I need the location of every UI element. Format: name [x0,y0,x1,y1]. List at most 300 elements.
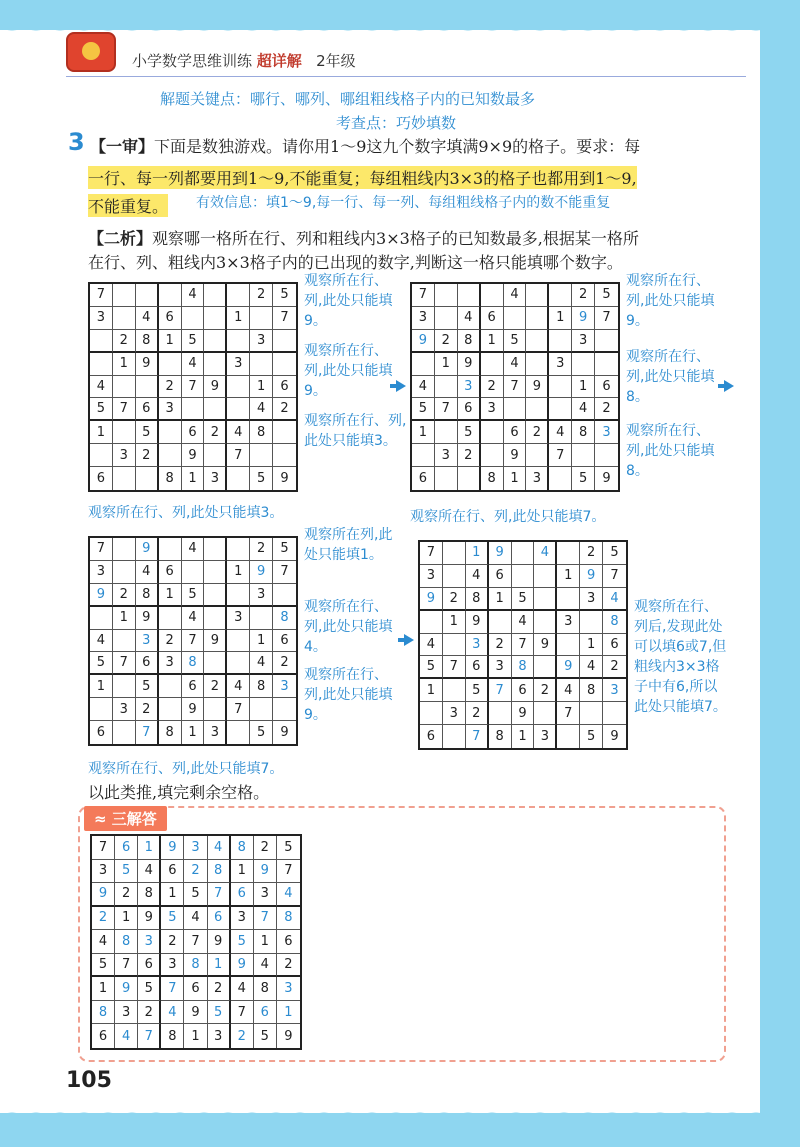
sudoku-cell: 5 [90,652,113,675]
sudoku-cell [136,467,159,490]
sudoku-cell: 4 [182,284,205,307]
sudoku-cell: 3 [580,588,603,611]
sudoku-cell: 7 [113,652,136,675]
sudoku-cell [182,307,205,330]
sudoku-cell: 1 [208,954,231,978]
sudoku-cell [526,330,549,353]
sudoku-cell [595,330,618,353]
sudoku-cell [549,284,572,307]
sudoku-cell [159,444,182,467]
sudoku-cell: 4 [182,538,205,561]
sudoku-cell: 1 [443,611,466,634]
sudoku-cell: 3 [273,675,296,698]
sudoku-cell [481,421,504,444]
sudoku-cell: 3 [113,444,136,467]
sudoku-grid-step3 [88,536,298,746]
sudoku-cell: 9 [136,607,159,630]
sudoku-cell: 5 [603,542,626,565]
sudoku-cell: 5 [92,954,115,978]
sudoku-cell: 4 [227,675,250,698]
sudoku-cell [595,444,618,467]
sudoku-cell: 8 [115,930,138,954]
sudoku-cell: 4 [254,954,277,978]
sudoku-cell: 9 [420,588,443,611]
sudoku-cell: 1 [227,307,250,330]
analysis-text-1: 观察哪一格所在行、列和粗线内3×3格子的已知数最多,根据某一格所 [152,229,639,248]
sudoku-cell: 1 [250,630,273,653]
sudoku-cell: 9 [580,565,603,588]
sudoku-cell [557,634,580,657]
sudoku-cell: 4 [136,561,159,584]
sudoku-cell [90,330,113,353]
page-number: 105 [66,1068,112,1093]
sudoku-cell: 8 [572,421,595,444]
sudoku-cell: 9 [466,611,489,634]
sudoku-cell: 6 [208,907,231,931]
sudoku-cell [557,542,580,565]
answer-label-text: 三解答 [111,810,157,828]
sudoku-cell: 2 [184,860,207,884]
sudoku-cell [549,467,572,490]
sudoku-cell: 9 [182,698,205,721]
g2-annotation-b: 观察所在行、列,此处只能填8。 [626,349,715,405]
sudoku-cell [435,421,458,444]
sudoku-cell: 3 [254,883,277,907]
sudoku-cell: 4 [534,542,557,565]
analysis-line-1 [88,226,639,249]
sudoku-cell [204,538,227,561]
sudoku-cell: 4 [161,1001,184,1025]
analysis-line-2: 在行、列、粗线内3×3格子内的已出现的数字,判断这一格只能填哪个数字。 [88,253,623,272]
sudoku-cell [113,538,136,561]
sudoku-cell: 1 [138,836,161,860]
sudoku-cell [458,284,481,307]
sudoku-cell: 2 [159,630,182,653]
sudoku-cell [227,398,250,421]
sudoku-cell: 9 [489,542,512,565]
sudoku-cell [481,444,504,467]
sudoku-cell: 1 [481,330,504,353]
sudoku-cell: 3 [549,353,572,376]
sudoku-cell: 8 [136,584,159,607]
sudoku-cell: 1 [90,675,113,698]
problem-line-2: 一行、每一列都要用到1～9,不能重复；每组粗线内3×3的格子也都用到1～9, [88,166,637,189]
g3-annotation-b: 观察所在行、列,此处只能填4。 [304,599,393,655]
sudoku-cell [549,330,572,353]
sudoku-cell [227,721,250,744]
sudoku-cell: 9 [284,1028,293,1044]
sudoku-cell: 8 [254,977,277,1001]
sudoku-cell [113,376,136,399]
sudoku-cell [136,376,159,399]
sudoku-cell: 9 [602,471,611,487]
sudoku-cell [250,698,273,721]
sudoku-cell: 5 [208,1001,231,1025]
sudoku-cell: 8 [184,954,207,978]
sudoku-cell: 2 [113,330,136,353]
g2-annotation-c: 观察所在行、列,此处只能填8。 [626,423,715,479]
sudoku-cell [481,284,504,307]
sudoku-cell: 4 [603,588,626,611]
sudoku-cell [526,307,549,330]
sudoku-cell: 9 [526,376,549,399]
sudoku-cell: 1 [466,542,489,565]
sudoku-cell [504,398,527,421]
sudoku-cell: 1 [113,353,136,376]
sudoku-cell [204,330,227,353]
sudoku-cell: 9 [280,471,289,487]
sudoku-cell: 3 [161,954,184,978]
sudoku-cell: 3 [159,652,182,675]
sudoku-cell: 6 [512,679,535,702]
sudoku-cell: 6 [159,307,182,330]
sudoku-cell [227,652,250,675]
sudoku-cell: 9 [572,307,595,330]
sudoku-cell: 2 [204,675,227,698]
g1-annotation-d: 观察所在行、列,此处只能填3。 [88,505,284,521]
sudoku-cell: 4 [512,611,535,634]
sudoku-cell: 9 [458,353,481,376]
sudoku-cell: 4 [92,930,115,954]
sudoku-cell: 2 [481,376,504,399]
sudoku-cell [420,702,443,725]
sudoku-cell [557,725,580,748]
sudoku-cell: 5 [254,1024,277,1048]
sudoku-cell [204,398,227,421]
sudoku-cell: 3 [412,307,435,330]
sudoku-cell: 3 [534,725,557,748]
sudoku-cell: 2 [443,588,466,611]
sudoku-cell: 6 [420,725,443,748]
sudoku-cell [204,353,227,376]
sudoku-cell [435,284,458,307]
sudoku-grid-step2 [410,282,620,492]
sudoku-cell [489,702,512,725]
sudoku-cell: 3 [231,907,254,931]
sudoku-cell: 7 [420,542,443,565]
sudoku-cell: 8 [92,1001,115,1025]
book-logo-icon [66,32,116,72]
sudoku-cell: 3 [250,584,273,607]
sudoku-cell: 5 [182,330,205,353]
sudoku-cell [250,353,273,376]
sudoku-cell: 9 [184,1001,207,1025]
sudoku-cell: 1 [92,977,115,1001]
g3-annotation-d: 观察所在行、列,此处只能填7。 [88,761,284,777]
sudoku-cell: 5 [466,679,489,702]
sudoku-cell: 7 [184,930,207,954]
sudoku-cell [443,634,466,657]
header-divider [66,76,746,77]
sudoku-cell: 2 [273,652,296,675]
sudoku-cell: 3 [435,444,458,467]
sudoku-cell: 1 [489,588,512,611]
sudoku-cell: 7 [182,376,205,399]
sudoku-cell: 2 [250,284,273,307]
sudoku-cell: 6 [115,836,138,860]
sudoku-cell [273,421,296,444]
sudoku-cell [204,584,227,607]
sudoku-cell: 6 [458,398,481,421]
sudoku-cell [159,538,182,561]
sudoku-cell: 9 [136,538,159,561]
sudoku-cell: 4 [182,353,205,376]
sudoku-cell: 7 [273,561,296,584]
sudoku-cell: 4 [250,398,273,421]
sudoku-cell [250,607,273,630]
sudoku-cell [489,611,512,634]
sudoku-cell: 4 [250,652,273,675]
sudoku-cell: 4 [504,284,527,307]
bottom-decor-band [0,1113,800,1147]
sudoku-cell [182,398,205,421]
sudoku-cell: 5 [250,721,273,744]
sudoku-cell: 2 [231,1024,254,1048]
sudoku-cell [204,284,227,307]
sudoku-cell [227,630,250,653]
sudoku-cell: 1 [184,1024,207,1048]
sudoku-cell: 6 [136,652,159,675]
step-arrow-icon [396,380,406,392]
sudoku-cell: 9 [254,860,277,884]
sudoku-cell: 2 [435,330,458,353]
sudoku-cell [512,565,535,588]
g2-annotation-d: 观察所在行、列,此处只能填7。 [410,509,606,525]
sudoku-cell: 7 [227,444,250,467]
series-title: 小学数学思维训练 [132,52,253,70]
sudoku-cell: 3 [481,398,504,421]
sudoku-cell: 9 [610,729,619,745]
g1-annotation-c: 观察所在行、列,此处只能填3。 [304,413,407,449]
sudoku-cell: 3 [572,330,595,353]
sudoku-cell: 9 [204,376,227,399]
sudoku-cell: 3 [113,698,136,721]
sudoku-cell: 5 [572,467,595,490]
sudoku-cell: 4 [580,656,603,679]
sudoku-cell [572,444,595,467]
sudoku-cell: 3 [420,565,443,588]
sudoku-cell: 6 [603,634,626,657]
sudoku-cell: 8 [138,883,161,907]
side-decor-band [760,0,800,1147]
sudoku-cell [435,376,458,399]
sudoku-cell: 5 [504,330,527,353]
sudoku-cell: 6 [489,565,512,588]
sudoku-cell: 9 [138,907,161,931]
sudoku-cell: 3 [443,702,466,725]
sudoku-cell [273,330,296,353]
problem-line-3: 不能重复。 [88,194,168,217]
sudoku-cell: 5 [412,398,435,421]
sudoku-cell [534,588,557,611]
sudoku-cell: 5 [136,421,159,444]
sudoku-cell: 5 [182,584,205,607]
sudoku-cell [90,698,113,721]
sudoku-cell: 3 [526,467,549,490]
sudoku-cell: 8 [277,907,300,931]
sudoku-cell: 9 [231,954,254,978]
sudoku-cell: 4 [466,565,489,588]
sudoku-cell: 1 [227,561,250,584]
sudoku-cell: 9 [208,930,231,954]
sudoku-cell [504,307,527,330]
sudoku-cell [182,561,205,584]
sudoku-cell: 8 [481,467,504,490]
sudoku-cell: 7 [557,702,580,725]
sudoku-cell: 6 [161,860,184,884]
sudoku-cell: 6 [136,398,159,421]
sudoku-cell: 9 [136,353,159,376]
question-number: 3 [68,128,85,156]
sudoku-cell: 6 [90,467,113,490]
sudoku-cell: 3 [136,630,159,653]
sudoku-cell [572,353,595,376]
sudoku-cell: 9 [90,584,113,607]
sudoku-cell: 2 [580,542,603,565]
sudoku-cell: 9 [557,656,580,679]
sudoku-cell: 8 [603,611,626,634]
page-header [132,50,356,71]
sudoku-cell [227,584,250,607]
sudoku-cell: 3 [159,398,182,421]
sudoku-cell [273,353,296,376]
sudoku-cell: 5 [273,284,296,307]
sudoku-cell: 1 [161,883,184,907]
sudoku-cell: 9 [512,702,535,725]
sudoku-cell: 8 [208,860,231,884]
sudoku-cell [159,675,182,698]
sudoku-cell: 4 [136,307,159,330]
sudoku-cell: 9 [115,977,138,1001]
sudoku-cell: 3 [250,330,273,353]
sudoku-cell: 2 [92,907,115,931]
sudoku-cell: 7 [138,1024,161,1048]
sudoku-cell [90,353,113,376]
sudoku-cell [534,565,557,588]
step1-tag: 【一审】 [90,137,155,156]
sudoku-cell: 8 [580,679,603,702]
sudoku-cell: 1 [250,376,273,399]
sudoku-cell: 9 [250,561,273,584]
sudoku-cell: 3 [204,721,227,744]
sudoku-cell [227,330,250,353]
sudoku-cell: 1 [572,376,595,399]
sudoku-cell [227,538,250,561]
sudoku-cell: 9 [412,330,435,353]
sudoku-cell: 7 [90,538,113,561]
sudoku-cell: 1 [557,565,580,588]
sudoku-cell: 2 [138,1001,161,1025]
sudoku-cell [113,421,136,444]
sudoku-cell: 3 [227,353,250,376]
g3-annotation-c: 观察所在行、列,此处只能填9。 [304,667,393,723]
effective-info-note: 有效信息：填1～9,每一行、每一列、每组粗线格子内的数不能重复 [196,195,611,211]
sudoku-cell: 3 [603,679,626,702]
sudoku-cell: 7 [504,376,527,399]
sudoku-cell: 6 [90,721,113,744]
sudoku-cell: 2 [277,954,300,978]
sudoku-cell [534,702,557,725]
sudoku-cell: 6 [481,307,504,330]
sudoku-cell: 4 [115,1024,138,1048]
sudoku-cell: 4 [504,353,527,376]
sudoku-cell: 3 [277,977,300,1001]
sudoku-cell: 5 [90,398,113,421]
sudoku-cell [113,307,136,330]
sudoku-cell: 7 [136,721,159,744]
sudoku-cell: 4 [184,907,207,931]
sudoku-cell: 1 [549,307,572,330]
step-arrow-icon [724,380,734,392]
problem-text-1: 下面是数独游戏。请你用1～9这九个数字填满9×9的格子。要求：每 [154,137,641,156]
sudoku-cell: 2 [136,444,159,467]
sudoku-cell: 7 [182,630,205,653]
sudoku-cell: 8 [159,721,182,744]
sudoku-cell [412,444,435,467]
sudoku-cell: 4 [138,860,161,884]
sudoku-cell: 8 [161,1024,184,1048]
g2-annotation-a: 观察所在行、列,此处只能填9。 [626,273,715,329]
sudoku-cell: 4 [412,376,435,399]
sudoku-cell: 2 [208,977,231,1001]
sudoku-cell: 1 [113,607,136,630]
sudoku-cell: 4 [90,376,113,399]
sudoku-cell [534,611,557,634]
sudoku-cell: 2 [526,421,549,444]
sudoku-cell: 1 [412,421,435,444]
sudoku-cell: 7 [512,634,535,657]
sudoku-cell [603,702,626,725]
sudoku-cell [273,698,296,721]
sudoku-cell: 5 [273,538,296,561]
sudoku-cell [443,542,466,565]
sudoku-cell [204,698,227,721]
sudoku-cell [113,561,136,584]
grade-label: 2年级 [316,52,356,70]
sudoku-cell: 1 [504,467,527,490]
sudoku-cell [204,561,227,584]
sudoku-cell [136,284,159,307]
sudoku-cell [113,467,136,490]
sudoku-cell: 7 [231,1001,254,1025]
sudoku-cell: 8 [250,675,273,698]
sudoku-cell [512,542,535,565]
sudoku-cell: 7 [90,284,113,307]
sudoku-cell [113,675,136,698]
sudoku-cell: 9 [504,444,527,467]
sudoku-cell: 2 [113,584,136,607]
sudoku-cell: 2 [161,930,184,954]
sudoku-cell [159,698,182,721]
problem-line-1 [90,134,640,157]
sudoku-cell: 5 [458,421,481,444]
sudoku-cell: 1 [231,860,254,884]
sudoku-cell: 3 [90,561,113,584]
sudoku-cell: 5 [512,588,535,611]
sudoku-cell: 9 [534,634,557,657]
sudoku-cell: 8 [512,656,535,679]
sudoku-cell: 4 [549,421,572,444]
sudoku-cell: 7 [489,679,512,702]
step2-tag: 【二析】 [88,229,153,248]
sudoku-cell: 8 [458,330,481,353]
sudoku-cell: 3 [115,1001,138,1025]
sudoku-cell: 1 [159,330,182,353]
sudoku-cell: 2 [603,656,626,679]
sudoku-cell: 8 [273,607,296,630]
sudoku-cell [273,584,296,607]
key-point-note: 解题关键点：哪行、哪列、哪组粗线格子内的已知数最多 [160,90,536,108]
